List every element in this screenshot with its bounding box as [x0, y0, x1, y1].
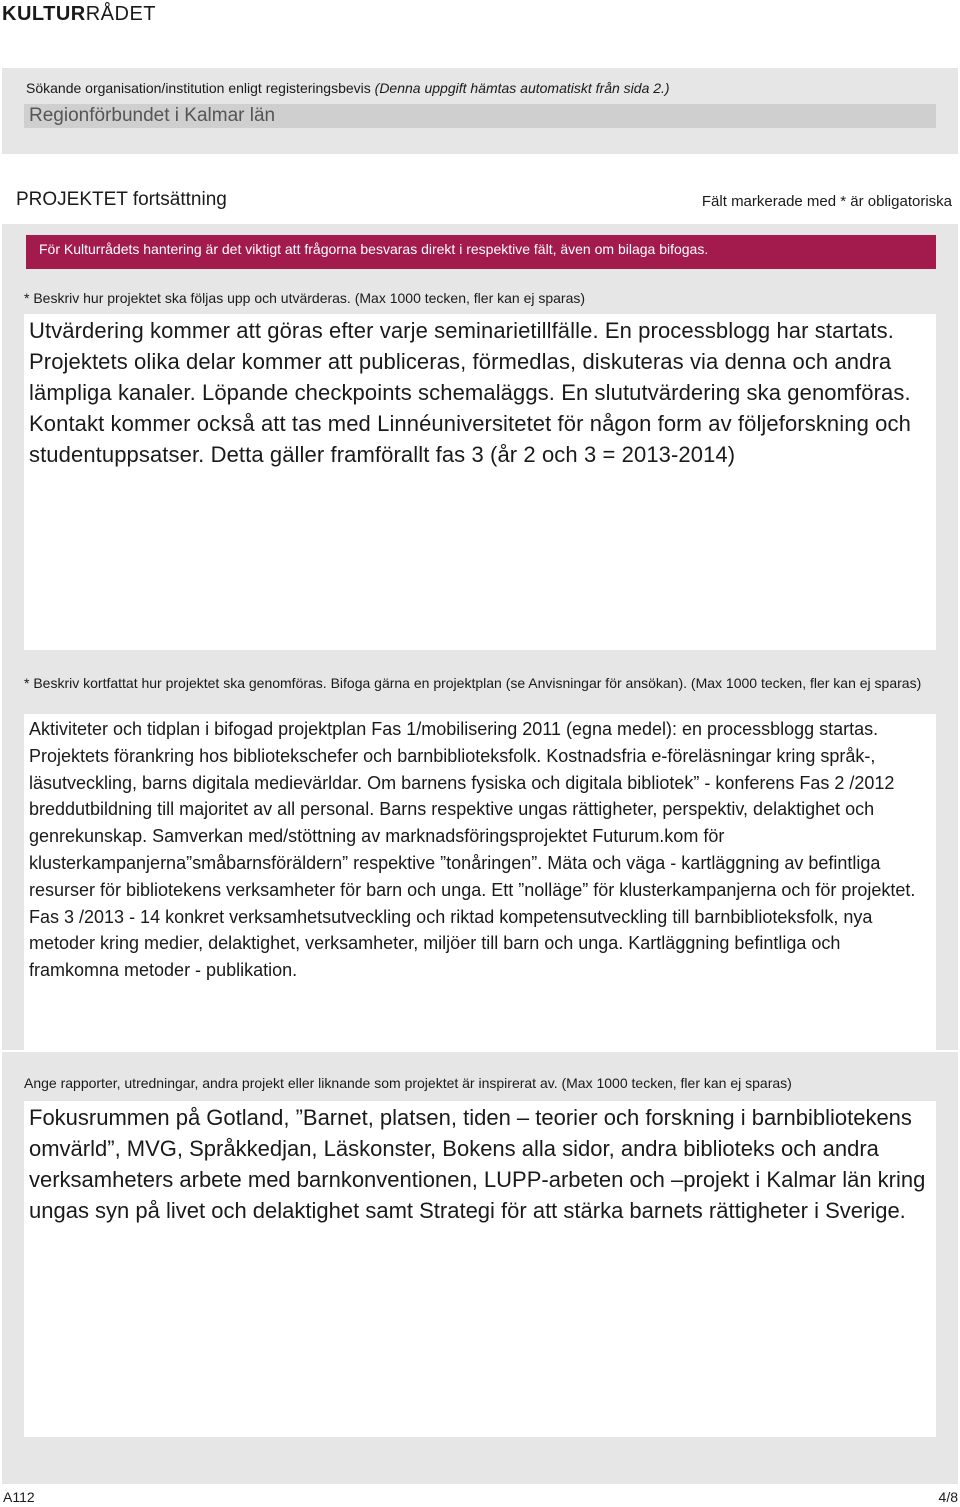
question-label-inspiration: Ange rapporter, utredningar, andra projekt eller liknande som projektet är inspirerat av. (Max 1000 tecken, fler kan ej sparas)	[24, 1075, 792, 1091]
answer-field-inspiration[interactable]: Fokusrummen på Gotland, ”Barnet, platsen, tiden – teorier och forskning i barnbibliotekens omvärld”, MVG, Språkkedjan, Läskonster, Bokens alla sidor, andra biblioteks och andra verksamheters arbete med barnkonventionen, LUPP-arbeten och –projekt i Kalmar län kring ungas syn på livet och delaktighet samt Strategi för att stärka barnets rättigheter i Sverige.	[24, 1101, 936, 1437]
logo-light: RÅDET	[85, 3, 157, 25]
organisation-label-note: (Denna uppgift hämtas automatiskt från sida 2.)	[374, 80, 670, 96]
page-number: 4/8	[938, 1489, 958, 1505]
answer-field-implementation[interactable]: Aktiviteter och tidplan i bifogad projektplan Fas 1/mobilisering 2011 (egna medel): en processblogg startas. Projektets förankring hos bibliotekschefer och barnbiblioteksfolk. Kostnadsfria e-föreläsningar kring språk-, läsutveckling, barns digitala medievärldar. Om barnens fysiska och digitala bibliotek” - konferens Fas 2 /2012 breddutbildning till majoritet av all personal. Barns respektive ungas rättigheter, perspektiv, delaktighet och genrekunskap. Samverkan med/stöttning av marknadsföringsprojektet Futurum.kom för klusterkampanjerna”småbarnsföräldern” respektive ”tonåringen”. Mäta och väga - kartläggning av befintliga resurser för bibliotekens verksamheter för barn och unga. Ett ”nolläge” för klusterkampanjerna och för projektet. Fas 3 /2013 - 14 konkret verksamhetsutveckling och riktad kompetensutveckling till barnbiblioteksfolk, nya metoder kring medier, delaktighet, verksamheter, miljöer till barn och unga. Kartläggning befintliga och framkomna metoder - publikation.	[24, 714, 936, 1050]
info-alert-bar: För Kulturrådets hantering är det viktigt att frågorna besvaras direkt i respektive fält, även om bilaga bifogas.	[26, 235, 936, 269]
section-title: PROJEKTET fortsättning	[16, 189, 227, 210]
answer-field-followup[interactable]: Utvärdering kommer att göras efter varje seminarietillfälle. En processblogg har startats. Projektets olika delar kommer att publiceras, förmedlas, diskuteras via denna och andra lämpliga kanaler. Löpande checkpoints schemaläggs. En slututvärdering ska genomföras. Kontakt kommer också att tas med Linnéuniversitetet för någon form av följeforskning och studentuppsatser. Detta gäller framförallt fas 3 (år 2 och 3 = 2013-2014)	[24, 314, 936, 650]
logo-bold: KULTUR	[2, 3, 86, 25]
section-divider	[2, 1050, 958, 1052]
kulturradet-logo	[2, 3, 156, 27]
question-label-followup: * Beskriv hur projektet ska följas upp och utvärderas. (Max 1000 tecken, fler kan ej sparas)	[24, 290, 586, 306]
organisation-label	[26, 80, 670, 96]
organisation-field[interactable]: Regionförbundet i Kalmar län	[24, 104, 936, 128]
form-code: A112	[3, 1489, 35, 1505]
organisation-label-text: Sökande organisation/institution enligt registeringsbevis	[26, 80, 371, 96]
required-fields-note: Fält markerade med * är obligatoriska	[701, 193, 952, 210]
question-label-implementation: * Beskriv kortfattat hur projektet ska genomföras. Bifoga gärna en projektplan (se Anvisningar för ansökan). (Max 1000 tecken, fler kan ej sparas)	[24, 675, 922, 691]
